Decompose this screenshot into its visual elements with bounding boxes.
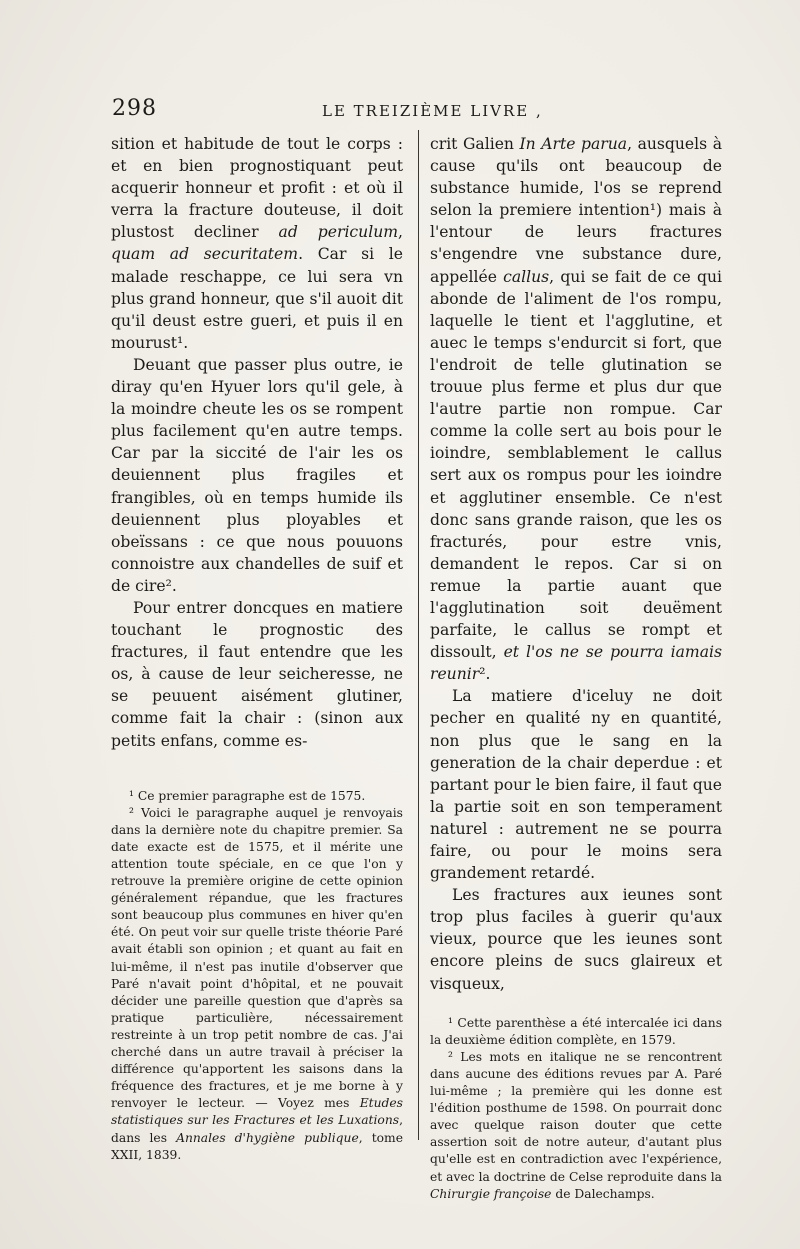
- text-run: de Dalechamps.: [551, 1186, 655, 1201]
- latin-phrase: quam ad securitatem: [111, 245, 299, 264]
- footnotes: [111, 770, 403, 1164]
- footnote: [430, 1049, 722, 1203]
- running-title: LE TREIZIÈME LIVRE ,: [322, 102, 543, 120]
- footnote: [111, 805, 403, 1164]
- footnote: ¹ Ce premier paragraphe est de 1575.: [129, 788, 366, 803]
- citation-title: Chirurgie françoise: [430, 1186, 552, 1201]
- text-run: ² Les mots en italique ne se rencontrent dans aucune des éditions revues par A. Paré lui-même ; la première qui les donne est l'édition posthume de 1598. On pourrait donc avec quelque raison douter que cette assertion soit de notre auteur, d'autant plus qu'elle est en contradiction avec l'expérience, et avec la doctrine de Celse reproduite dans la: [430, 1049, 722, 1184]
- paragraph: Deuant que passer plus outre, ie diray qu'en Hyuer lors qu'il gele, à la moindre cheute les os se rompent plus facilement qu'en autre temps. Car par la siccité de l'air les os deuiennent plus fragiles et frangibles, où en temps humide ils deuiennent plus ployables et obeïssans : ce que nous pouuons connoistre aux chandelles de suif et de cire².: [111, 355, 403, 595]
- left-column: [111, 133, 403, 1164]
- paragraph: Pour entrer doncques en matiere touchant le prognostic des fractures, il faut entendre que les os, à cause de leur seicheresse, ne se peuuent aisément glutiner, comme fait la chair : (sinon aux petits enfans, comme es-: [111, 598, 403, 750]
- text-run: , qui se fait de ce qui abonde de l'aliment de l'os rompu, laquelle le tient et l'agglutine, et auec le temps s'endurcit si fort, que l'endroit de telle glutination se trouue plus ferme et plus dur que l'autre partie non rompue. Car comme la colle sert au bois pour le ioindre, semblablement le callus sert aux os rompus pour les ioindre et agglutiner ensemble. Ce n'est donc sans grande raison, que les os fracturés, pour estre vnis, demandent le repos. Car si on remue la partie auant que l'agglutination soit deuëment parfaite, le callus se rompt et dissoult,: [430, 267, 722, 662]
- italic-phrase: et l'os ne se pourra iamais reunir: [430, 643, 722, 684]
- text-run: , tome XXII, 1839.: [111, 1130, 403, 1162]
- citation-title: Etudes statistiques sur les Fractures et les Luxations: [111, 1096, 403, 1128]
- latin-phrase: ad periculum: [278, 223, 399, 242]
- column-divider: [418, 130, 419, 1140]
- page-number: 298: [112, 96, 157, 121]
- text-run: , ausquels à cause qu'ils ont beaucoup de substance humide, l'os se reprend selon la premiere intention¹) mais à l'entour de leurs fractures s'engendre vne substance dure, appellée: [430, 135, 722, 286]
- text-run: , dans les: [111, 1113, 403, 1145]
- paragraph: [430, 133, 722, 685]
- text-run: ² Voici le paragraphe auquel je renvoyais dans la dernière note du chapitre premier. Sa date exacte est de 1575, et il mérite une attention toute spéciale, en ce que l'on y retrouve la première origine de cette opinion généralement répandue, que les fractures sont beaucoup plus communes en hiver qu'en été. On peut voir sur quelle triste théorie Paré avait établi son opinion ; et quant au fait en lui-même, il n'est pas inutile d'observer que Paré n'avait point d'hôpital, et ne pouvait décider une pareille question que d'après sa pratique particulière, nécessairement restreinte à un trop petit nombre de cas. J'ai cherché dans un autre travail à préciser la différence qu'apportent les saisons dans la fréquence des fractures, et je me borne à y renvoyer le lecteur. — Voyez mes: [111, 805, 403, 1111]
- term: callus: [503, 267, 550, 286]
- page-header: [112, 96, 732, 126]
- paragraph: La matiere d'iceluy ne doit pecher en qualité ny en quantité, non plus que le sang en la generation de la chair deperdue : et partant pour le bien faire, il faut que la partie soit en son temperament naturel : autrement ne se pourra faire, ou pour le moins sera grandement retardé.: [430, 687, 722, 883]
- text-run: ,: [398, 223, 403, 242]
- text-run: . Car si le malade reschappe, ce lui sera vn plus grand honneur, que s'il auoit dit qu'il deust estre gueri, et puis il en mourust¹.: [111, 245, 403, 352]
- text-run: ².: [479, 665, 491, 684]
- text-run: sition et habitude de tout le corps : et en bien prognostiquant peut acquerir honneur et profit : et où il verra la fracture douteuse, il doit plustost decliner: [111, 135, 403, 242]
- footnotes: [430, 1015, 722, 1203]
- text-run: crit Galien: [430, 135, 520, 153]
- latin-phrase: In Arte parua: [519, 135, 628, 153]
- footnote: ¹ Cette parenthèse a été intercalée ici dans la deuxième édition complète, en 1579.: [430, 1015, 722, 1047]
- paragraph: [111, 133, 403, 354]
- citation-title: Annales d'hygiène publique: [176, 1130, 359, 1145]
- right-column: [430, 133, 722, 1203]
- paragraph: Les fractures aux ieunes sont trop plus faciles à guerir qu'aux vieux, pource que les ieunes sont encore pleins de sucs glaireux et visqueux,: [430, 886, 722, 993]
